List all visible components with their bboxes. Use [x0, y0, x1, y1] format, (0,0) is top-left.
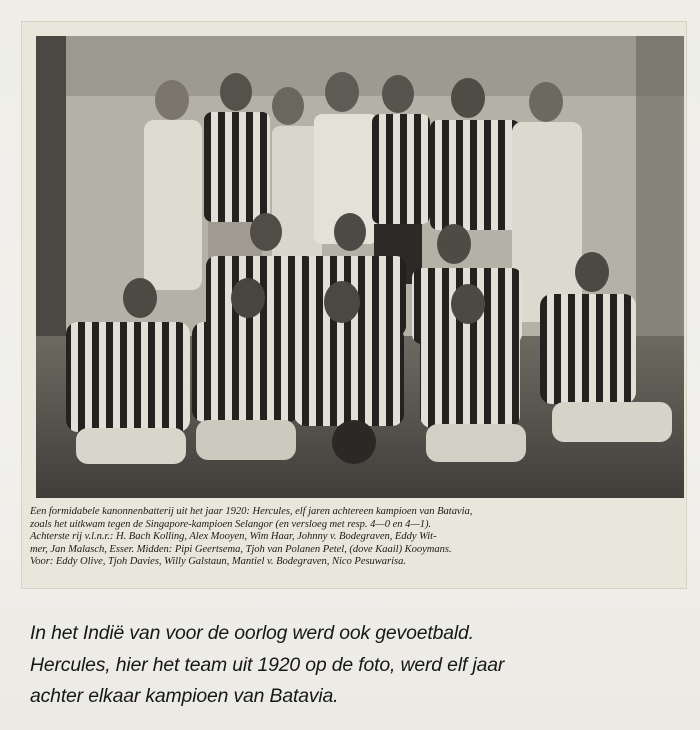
commentary-line: Hercules, hier het team uit 1920 op de foto, werd elf jaar	[30, 653, 505, 676]
commentary-text	[30, 618, 690, 713]
caption-line: Voor: Eddy Olive, Tjoh Davies, Willy Galstaun, Mantiel v. Bodegraven, Nico Pesuwarisa.	[30, 556, 406, 568]
caption-line: zoals het uitkwam tegen de Singapore-kampioen Selangor (en versloeg met resp. 4—0 en 4—1).	[30, 518, 432, 530]
commentary-line: achter elkaar kampioen van Batavia.	[30, 685, 339, 707]
caption-line: mer, Jan Malasch, Esser. Midden: Pipi Geertsema, Tjoh van Polanen Petel, (dove Kaail) Kooymans.	[30, 543, 452, 555]
photo-caption	[30, 506, 680, 582]
team-photo	[36, 36, 684, 498]
commentary-line: In het Indië van voor de oorlog werd ook gevoetbald.	[30, 622, 474, 644]
caption-line: Een formidabele kanonnenbatterij uit het jaar 1920: Hercules, elf jaren achtereen kampioen van Batavia,	[30, 506, 473, 517]
caption-line: Achterste rij v.l.n.r.: H. Bach Kolling, Alex Mooyen, Wim Haar, Johnny v. Bodegraven, Eddy Wit-	[30, 531, 437, 543]
